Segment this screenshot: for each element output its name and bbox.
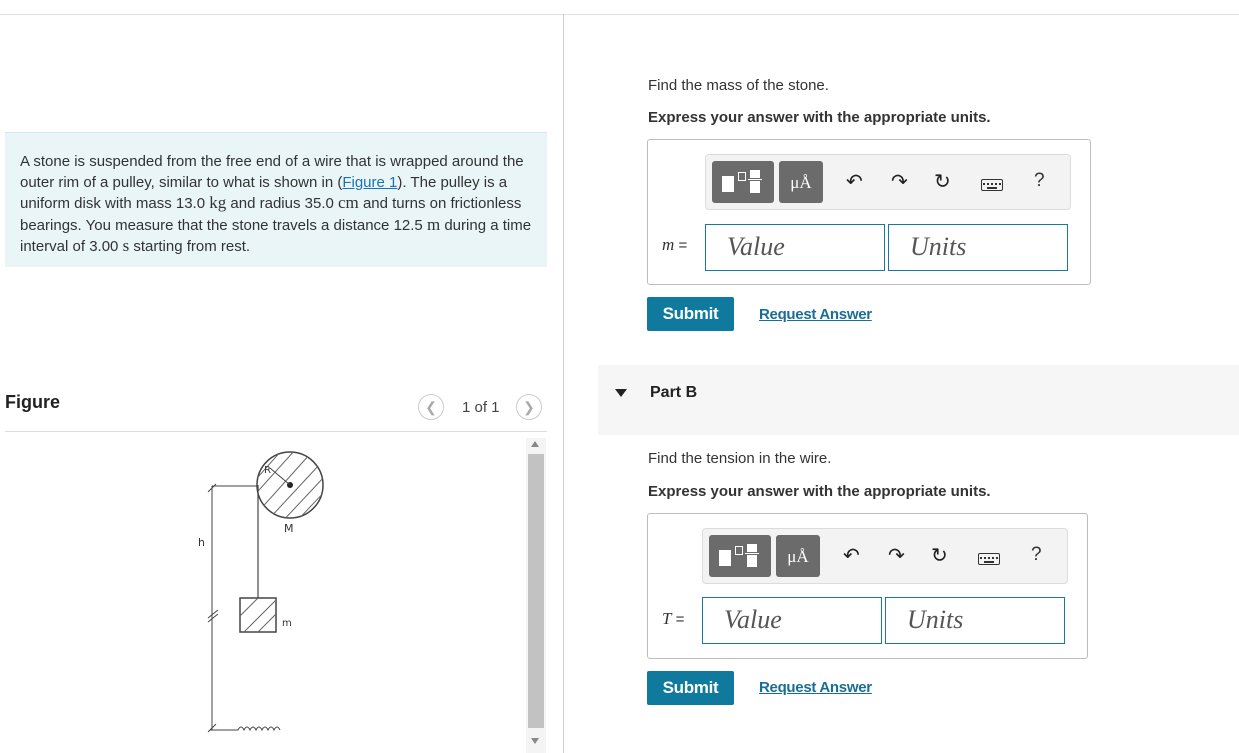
- figure-divider: [5, 431, 547, 432]
- unit-s: s: [122, 236, 130, 255]
- label-m: m: [282, 618, 292, 629]
- pulley-figure: [190, 440, 330, 740]
- problem-text: and radius 35.0: [226, 195, 338, 212]
- problem-text: and turns on frictionless bearings. You measure that the stone travels a distance 12.5: [20, 195, 522, 234]
- chevron-left-icon[interactable]: ❮: [418, 394, 444, 420]
- undo-icon[interactable]: ↶: [846, 171, 863, 193]
- part-b-answer-box: [647, 513, 1088, 659]
- reset-icon[interactable]: ↻: [931, 545, 948, 567]
- part-a-toolbar: [705, 154, 1071, 210]
- scroll-up-icon[interactable]: [531, 441, 539, 447]
- unit-cm: cm: [338, 193, 359, 212]
- templates-icon[interactable]: [712, 161, 774, 203]
- column-divider: [563, 14, 564, 753]
- variable-label: [662, 609, 684, 629]
- part-a-answer-box: [647, 139, 1091, 285]
- request-answer-link[interactable]: Request Answer: [759, 679, 872, 696]
- label-M: M: [284, 522, 294, 535]
- redo-icon[interactable]: ↷: [888, 545, 905, 567]
- templates-icon[interactable]: [709, 535, 771, 577]
- problem-text: ). The pulley is a uniform disk with mass 13.0: [20, 173, 508, 212]
- chevron-right-icon[interactable]: ❯: [516, 394, 542, 420]
- undo-icon[interactable]: ↶: [843, 545, 860, 567]
- figure-title: Figure: [5, 392, 61, 412]
- figure-counter: 1 of 1: [462, 399, 500, 416]
- scroll-down-icon[interactable]: [531, 738, 539, 744]
- reset-icon[interactable]: ↻: [934, 171, 951, 193]
- ground: [210, 727, 280, 730]
- unit-kg: kg: [209, 193, 227, 212]
- equals-sign: =: [674, 237, 688, 254]
- top-border: [0, 14, 1239, 15]
- value-input[interactable]: Value: [702, 597, 882, 644]
- submit-button[interactable]: Submit: [647, 297, 734, 331]
- unit-m: m: [426, 214, 441, 234]
- problem-text: A stone is suspended from the free end of a wire that is wrapped around the outer rim of a pulley, similar to what is shown in (: [20, 153, 524, 191]
- label-R: R: [264, 465, 271, 476]
- keyboard-icon[interactable]: [978, 553, 1000, 565]
- redo-icon[interactable]: ↷: [891, 171, 908, 193]
- figure-scroll-thumb[interactable]: [528, 454, 544, 728]
- problem-text: starting from rest.: [129, 238, 251, 255]
- label-h: h: [198, 536, 205, 549]
- part-b-title[interactable]: Part B: [650, 384, 698, 401]
- variable-symbol: m: [662, 235, 675, 254]
- caret-down-icon[interactable]: [615, 389, 627, 397]
- help-icon[interactable]: ?: [1031, 544, 1042, 565]
- units-icon[interactable]: μÅ: [779, 161, 823, 203]
- request-answer-link[interactable]: Request Answer: [759, 306, 872, 323]
- part-b-question: Find the tension in the wire.: [648, 450, 832, 467]
- units-icon[interactable]: μÅ: [776, 535, 820, 577]
- stone: [240, 598, 276, 632]
- keyboard-icon[interactable]: [981, 179, 1003, 191]
- problem-text: during a time interval of 3.00: [20, 216, 532, 255]
- problem-statement: [5, 132, 547, 267]
- figure-link[interactable]: Figure 1: [342, 173, 398, 191]
- submit-button[interactable]: Submit: [647, 671, 734, 705]
- part-a-instruction: Express your answer with the appropriate units.: [648, 109, 991, 126]
- part-b-toolbar: [702, 528, 1068, 584]
- variable-symbol: T: [662, 609, 672, 628]
- variable-label: [662, 235, 687, 255]
- units-input[interactable]: Units: [885, 597, 1065, 644]
- part-a-question: Find the mass of the stone.: [648, 77, 829, 94]
- part-b-instruction: Express your answer with the appropriate units.: [648, 483, 991, 500]
- value-input[interactable]: Value: [705, 224, 885, 271]
- help-icon[interactable]: ?: [1034, 170, 1045, 191]
- units-input[interactable]: Units: [888, 224, 1068, 271]
- equals-sign: =: [671, 611, 685, 628]
